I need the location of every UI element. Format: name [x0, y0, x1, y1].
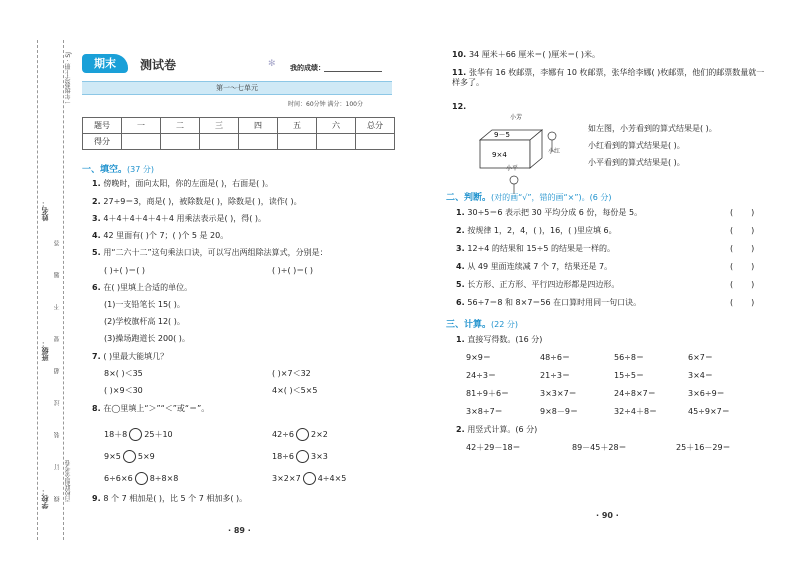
- compare-circle[interactable]: [123, 450, 136, 463]
- q8-row: 18＋8 25＋10: [104, 430, 173, 439]
- q6-item-3: (3)操场跑道长 200( )。: [104, 334, 190, 343]
- label-xiaofang: 小芳: [510, 114, 523, 121]
- oral-item: 81÷9＋6＝: [466, 389, 510, 398]
- unit-range-bar: 第一～七单元: [82, 81, 392, 95]
- oral-item: 45÷9×7＝: [688, 407, 730, 416]
- score-table-header: 五: [278, 118, 317, 134]
- section-title: 二、判断。: [446, 193, 492, 203]
- question-1: 1. 傍晚时，面向太阳，你的左面是( )，右面是( )。: [92, 179, 273, 188]
- q7-item-a: 8×( )＜35: [104, 369, 143, 378]
- compare-circle[interactable]: [296, 428, 309, 441]
- judge-item-1: 1. 30÷5＝6 表示把 30 平均分成 6 份，每份是 5。: [456, 208, 643, 217]
- oral-item: 48÷6＝: [540, 353, 570, 362]
- section-points: (22 分): [491, 320, 518, 329]
- binding-line: [63, 40, 64, 540]
- section-points: (6 分): [589, 193, 612, 202]
- label-xiaoping: 小平: [506, 165, 519, 172]
- compare-circle[interactable]: [129, 428, 142, 441]
- score-cell[interactable]: [278, 134, 317, 150]
- oral-item: 6×7＝: [688, 353, 713, 362]
- oral-item: 9×8－9＝: [540, 407, 578, 416]
- score-table-header: 二: [161, 118, 200, 134]
- child-icon: [510, 176, 518, 184]
- score-table-header: 一: [122, 118, 161, 134]
- binding-margin: [25, 40, 75, 540]
- q6-item-1: (1)一支铅笔长 15( )。: [104, 300, 185, 309]
- section-title: 三、计算。: [446, 320, 492, 330]
- section-calc-title: [446, 317, 518, 330]
- oral-item: 3×6÷9＝: [688, 389, 725, 398]
- score-cell[interactable]: [239, 134, 278, 150]
- score-cell[interactable]: [161, 134, 200, 150]
- question-4: 4. 42 里面有( )个 7；( )个 5 是 20。: [92, 231, 229, 240]
- judge-item-2: 2. 按规律 1，2，4，( )，16，( )里应填 6。: [456, 226, 617, 235]
- vertical-calc-item: 25＋16－29＝: [676, 443, 731, 452]
- cut-char: 不: [54, 304, 61, 310]
- score-table-header: 三: [200, 118, 239, 134]
- q5-answer-b: ( )÷( )＝( ): [272, 266, 314, 275]
- cut-char: 答: [54, 240, 61, 246]
- name-label: 姓名：: [41, 200, 49, 221]
- compare-circle[interactable]: [296, 450, 309, 463]
- q7-item-d: 4×( )＜5×5: [272, 386, 318, 395]
- cube-top-face: 9－5: [494, 131, 510, 139]
- q7-item-c: ( )×9＜30: [104, 386, 143, 395]
- oral-item: 3×4＝: [688, 371, 713, 380]
- time-info: 时间：60分钟 满分：100分: [288, 101, 363, 108]
- question-5: 5. 用“二六十二”这句乘法口诀，可以写出两组除法算式，分别是：: [92, 248, 328, 257]
- score-cell[interactable]: [356, 134, 395, 150]
- question-8: 8. 在◯里填上“＞”“＜”或“＝”。: [92, 404, 210, 413]
- q7-item-b: ( )×7＜32: [272, 369, 311, 378]
- section-fill-blank-title: [82, 162, 154, 175]
- score-row-label: 得分: [83, 134, 122, 150]
- cut-char: 线: [54, 496, 61, 502]
- cut-char: 过: [54, 400, 61, 406]
- question-10: 10. 34 厘米＋66 厘米＝( )厘米＝( )米。: [452, 50, 600, 59]
- q6-item-2: (2)学校旗杆高 12( )。: [104, 317, 185, 326]
- score-table-row: [83, 134, 395, 150]
- judge-item-5: 5. 长方形、正方形、平行四边形都是四边形。: [456, 280, 620, 289]
- oral-item: 9×9＝: [466, 353, 491, 362]
- question-6: 6. 在( )里填上合适的单位。: [92, 283, 193, 292]
- oral-item: 24÷3＝: [466, 371, 496, 380]
- label-xiaohong: 小红: [548, 148, 561, 155]
- class-label: 班级：: [41, 340, 49, 361]
- score-table-header: 四: [239, 118, 278, 134]
- oral-item: 24÷8×7＝: [614, 389, 656, 398]
- q12-line-a: 如左图，小芳看到的算式结果是( )。: [588, 124, 717, 133]
- judge-answer-box[interactable]: ( ): [730, 262, 755, 271]
- vertical-calc-item: 42＋29－18＝: [466, 443, 521, 452]
- section-hint: (对的画“√”，错的画“×”)。: [491, 193, 590, 202]
- judge-answer-box[interactable]: ( ): [730, 226, 755, 235]
- my-score-field[interactable]: [324, 71, 382, 72]
- judge-item-6: 6. 56÷7＝8 和 8×7＝56 在口算时用同一句口诀。: [456, 298, 642, 307]
- judge-answer-box[interactable]: ( ): [730, 280, 755, 289]
- my-score-label: 我的成绩：: [290, 64, 325, 72]
- q8-row: 9×5 5×9: [104, 452, 155, 461]
- q8-row: 3×2×7 4÷4×5: [272, 474, 347, 483]
- score-cell[interactable]: [200, 134, 239, 150]
- cut-char: 订: [54, 464, 61, 470]
- score-table: [82, 117, 395, 150]
- section-points: (37 分): [127, 165, 154, 174]
- cube-front-face: 9×4: [492, 151, 507, 159]
- section-judge-title: [446, 190, 612, 203]
- score-table-header: 题号: [83, 118, 122, 134]
- score-table-header: 总分: [356, 118, 395, 134]
- child-icon: [548, 132, 556, 140]
- judge-item-3: 3. 12÷4 的结果和 15÷5 的结果是一样的。: [456, 244, 615, 253]
- question-7: 7. ( )里最大能填几？: [92, 352, 169, 361]
- cut-char: 装: [54, 432, 61, 438]
- oral-item: 3×8÷7＝: [466, 407, 503, 416]
- oral-item: 56÷8＝: [614, 353, 644, 362]
- oral-item: 32÷4＋8＝: [614, 407, 658, 416]
- q8-row: 6÷6×6 8÷8×8: [104, 474, 179, 483]
- cut-char: 超: [54, 368, 61, 374]
- oral-item: 3×3×7＝: [540, 389, 577, 398]
- page-number-right: · 90 ·: [596, 511, 619, 520]
- q5-answer-a: ( )÷( )＝( ): [104, 266, 146, 275]
- margin-footer: 百校联盟金考卷: [65, 460, 72, 502]
- score-cell[interactable]: [317, 134, 356, 150]
- question-11: 11. 张华有 16 枚邮票，李娜有 10 枚邮票，张华给李娜( )枚邮票，他们的邮票数量就一样多了。: [452, 68, 765, 87]
- calc-question-2: 2. 用竖式计算。(6 分): [456, 425, 538, 434]
- cut-line: [37, 40, 38, 540]
- page-number-left: · 89 ·: [228, 526, 251, 535]
- score-table-header-row: [83, 118, 395, 134]
- q12-line-c: 小平看到的算式结果是( )。: [588, 158, 685, 167]
- vertical-calc-item: 89－45＋28＝: [572, 443, 627, 452]
- sparkle-icon: ✻: [268, 59, 276, 69]
- judge-item-4: 4. 从 49 里面连续减 7 个 7，结果还是 7。: [456, 262, 613, 271]
- cut-char: 要: [54, 336, 61, 342]
- judge-answer-box[interactable]: ( ): [730, 244, 755, 253]
- school-label: 学校：: [41, 488, 49, 509]
- score-table-header: 六: [317, 118, 356, 134]
- q8-row: 42÷6 2×2: [272, 430, 328, 439]
- compare-circle[interactable]: [303, 472, 316, 485]
- calc-question-1: 1. 直接写得数。(16 分): [456, 335, 543, 344]
- oral-item: 21÷3＝: [540, 371, 570, 380]
- series-label: 一年级数学上册 · SJ: [65, 52, 72, 106]
- score-cell[interactable]: [122, 134, 161, 150]
- question-2: 2. 27÷9＝3，商是( )，被除数是( )，除数是( )，读作( )。: [92, 197, 302, 206]
- question-3: 3. 4＋4＋4＋4＋4＋4 用乘法表示是( )，得( )。: [92, 214, 267, 223]
- oral-item: 15÷5＝: [614, 371, 644, 380]
- q8-row: 18÷6 3×3: [272, 452, 328, 461]
- page-title: 测试卷: [140, 58, 177, 72]
- cut-char: 题: [54, 272, 61, 278]
- section-title: 一、填空。: [82, 165, 128, 175]
- judge-answer-box[interactable]: ( ): [730, 298, 755, 307]
- q12-line-b: 小红看到的算式结果是( )。: [588, 141, 685, 150]
- cube-figure: [470, 120, 570, 200]
- question-12: 12.: [452, 102, 467, 111]
- judge-answer-box[interactable]: ( ): [730, 208, 755, 217]
- compare-circle[interactable]: [135, 472, 148, 485]
- question-9: 9. 8 个 7 相加是( )，比 5 个 7 相加多( )。: [92, 494, 248, 503]
- exam-badge: 期末: [82, 54, 128, 73]
